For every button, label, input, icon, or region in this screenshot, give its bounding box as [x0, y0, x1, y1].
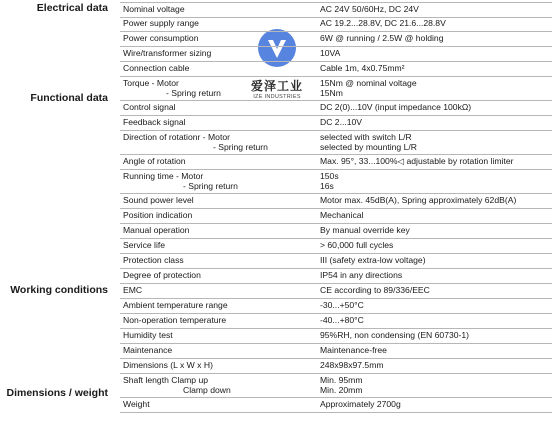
- spec-value: [320, 78, 417, 98]
- spec-value: Max. 95°, 33...100%◁ adjustable by rotation limiter: [320, 156, 514, 166]
- spec-row: [120, 62, 552, 77]
- spec-row: [120, 239, 552, 254]
- spec-label-line1: Direction of rotationr - Motor: [123, 132, 230, 142]
- spec-label: Degree of protection: [123, 270, 201, 280]
- spec-row: [120, 254, 552, 269]
- spec-label: Service life: [123, 240, 166, 250]
- spec-label: Maintenance: [123, 345, 173, 355]
- watermark-text: 爱泽工业: [250, 79, 303, 93]
- spec-label: [123, 171, 238, 191]
- spec-row: [120, 131, 552, 155]
- spec-value: Mechanical: [320, 210, 364, 220]
- spec-value: By manual override key: [320, 225, 410, 235]
- spec-row: [120, 194, 552, 209]
- spec-row: [120, 209, 552, 224]
- spec-value: DC 2...10V: [320, 117, 363, 127]
- spec-row: [120, 269, 552, 284]
- spec-row: [120, 299, 552, 314]
- spec-value: [320, 132, 417, 152]
- spec-label: Weight: [123, 399, 150, 409]
- spec-value: Maintenance-free: [320, 345, 387, 355]
- spec-label: Connection cable: [123, 63, 190, 73]
- spec-label: Angle of rotation: [123, 156, 186, 166]
- spec-value: III (safety extra-low voltage): [320, 255, 426, 265]
- spec-label: Power consumption: [123, 33, 199, 43]
- section-functional-data: Functional data: [30, 92, 108, 104]
- spec-value-line2: 16s: [320, 181, 334, 191]
- spec-value: -40...+80°C: [320, 315, 364, 325]
- spec-value: IP54 in any directions: [320, 270, 403, 280]
- spec-label: Sound power level: [123, 195, 194, 205]
- spec-label: Dimensions (L x W x H): [123, 360, 213, 370]
- spec-value: DC 2(0)...10V (input impedance 100kΩ): [320, 102, 472, 112]
- spec-label-line2: - Spring return: [166, 88, 221, 98]
- spec-value: [320, 375, 363, 395]
- spec-label: Non-operation temperature: [123, 315, 227, 325]
- spec-label: Position indication: [123, 210, 193, 220]
- spec-value-line1: selected with switch L/R: [320, 132, 412, 142]
- spec-row: [120, 344, 552, 359]
- spec-row: [120, 224, 552, 239]
- spec-value: -30...+50°C: [320, 300, 364, 310]
- spec-label: Control signal: [123, 102, 176, 112]
- spec-label-line1: Shaft length Clamp up: [123, 375, 209, 385]
- spec-label: Humidity test: [123, 330, 173, 340]
- spec-value: 248x98x97.5mm: [320, 360, 384, 370]
- spec-value: CE according to 89/336/EEC: [320, 285, 430, 295]
- spec-value: [320, 171, 339, 191]
- spec-row: [120, 155, 552, 170]
- spec-row: [120, 116, 552, 131]
- spec-label-line2: Clamp down: [183, 385, 231, 395]
- spec-row: [120, 398, 552, 413]
- spec-value-line1: 150s: [320, 171, 339, 181]
- spec-label: [123, 132, 268, 152]
- spec-value: > 60,000 full cycles: [320, 240, 394, 250]
- spec-label: Ambient temperature range: [123, 300, 228, 310]
- spec-label: Feedback signal: [123, 117, 186, 127]
- spec-row: [120, 32, 552, 47]
- spec-row: [120, 170, 552, 194]
- spec-row: [120, 374, 552, 398]
- spec-value: 10VA: [320, 48, 341, 58]
- spec-value-line2: Min. 20mm: [320, 385, 363, 395]
- spec-value: AC 19.2...28.8V, DC 21.6...28.8V: [320, 18, 446, 28]
- spec-label-line2: - Spring return: [213, 142, 268, 152]
- spec-value: Motor max. 45dB(A), Spring approximately 62dB(A): [320, 195, 517, 205]
- section-working-conditions: Working conditions: [10, 284, 108, 296]
- spec-label: Wire/transformer sizing: [123, 48, 212, 58]
- spec-row: [120, 359, 552, 374]
- spec-value: AC 24V 50/60Hz, DC 24V: [320, 4, 419, 14]
- spec-value: 95%RH, non condensing (EN 60730-1): [320, 330, 470, 340]
- spec-value-line1: Min. 95mm: [320, 375, 363, 385]
- spec-label: EMC: [123, 285, 143, 295]
- spec-value-line2: 15Nm: [320, 88, 343, 98]
- watermark-subtext: IZE INDUSTRIES: [253, 94, 301, 100]
- spec-row: [120, 17, 552, 32]
- spec-label: Power supply range: [123, 18, 199, 28]
- spec-label-line2: - Spring return: [183, 181, 238, 191]
- spec-label-line1: Torque - Motor: [123, 78, 179, 88]
- spec-label-line1: Running time - Motor: [123, 171, 204, 181]
- spec-row: [120, 77, 552, 101]
- section-dimensions-weight: Dimensions / weight: [6, 387, 108, 399]
- spec-label: [123, 375, 231, 395]
- spec-row: [120, 329, 552, 344]
- spec-value-line2: selected by mounting L/R: [320, 142, 417, 152]
- spec-value: 6W @ running / 2.5W @ holding: [320, 33, 444, 43]
- spec-row: [120, 47, 552, 62]
- spec-label: Nominal voltage: [123, 4, 185, 14]
- spec-value: Cable 1m, 4x0.75mm²: [320, 63, 405, 73]
- spec-row: [120, 314, 552, 329]
- section-electrical-data: Electrical data: [36, 2, 108, 14]
- spec-row: [120, 2, 552, 18]
- spec-row: [120, 284, 552, 299]
- spec-value-line1: 15Nm @ nominal voltage: [320, 78, 417, 88]
- spec-value: Approximately 2700g: [320, 399, 401, 409]
- spec-label: Manual operation: [123, 225, 190, 235]
- spec-label: Protection class: [123, 255, 184, 265]
- spec-row: [120, 101, 552, 116]
- spec-label: [123, 78, 221, 98]
